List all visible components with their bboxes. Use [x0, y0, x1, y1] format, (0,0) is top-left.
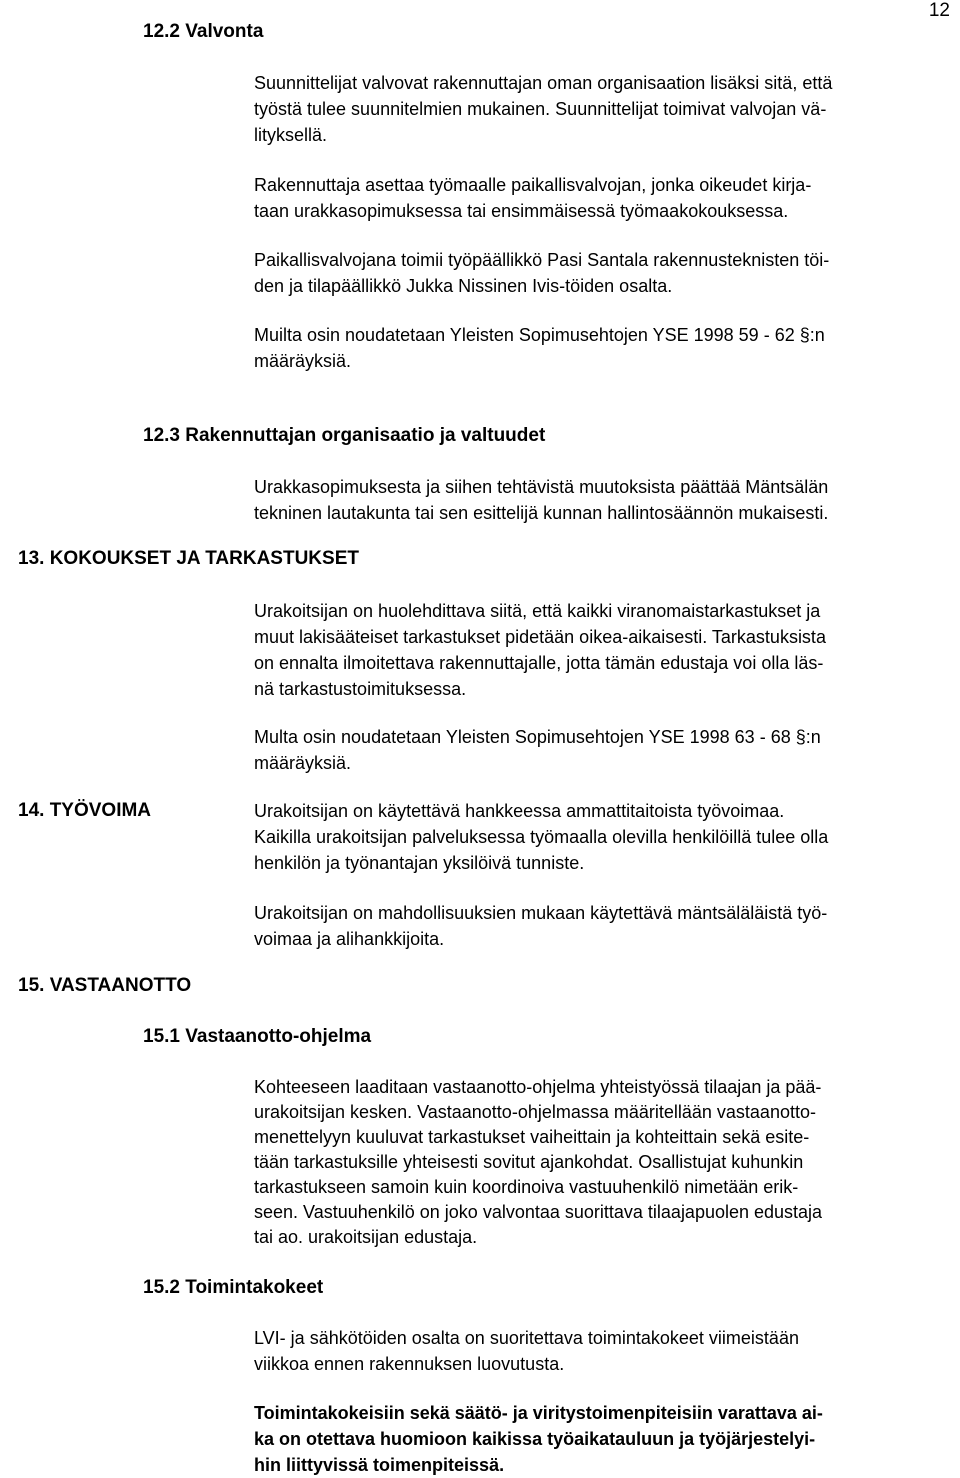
- paragraph-tarkastukset-2: [254, 724, 821, 776]
- heading-15-1: 15.1 Vastaanotto-ohjelma: [143, 1026, 372, 1047]
- heading-14: 14. TYÖVOIMA: [18, 800, 152, 821]
- text-line: Paikallisvalvojana toimii työpäällikkö Pasi Santala rakennusteknisten töi-: [254, 250, 830, 270]
- paragraph-tyovoima-2: [254, 900, 827, 952]
- text-line: Kaikilla urakoitsijan palveluksessa työmaalla olevilla henkilöillä tulee olla: [254, 827, 829, 847]
- text-line: tai ao. urakoitsijan edustaja.: [254, 1227, 478, 1247]
- paragraph-valvonta-2: [254, 172, 811, 224]
- text-line: urakoitsijan kesken. Vastaanotto-ohjelmassa määritellään vastaanotto-: [254, 1102, 816, 1122]
- text-line: viikkoa ennen rakennuksen luovutusta.: [254, 1354, 565, 1374]
- text-line: henkilön ja työnantajan yksilöivä tunniste.: [254, 853, 585, 873]
- heading-13: 13. KOKOUKSET JA TARKASTUKSET: [18, 548, 359, 569]
- text-line: muut lakisääteiset tarkastukset pidetään oikea-aikaisesti. Tarkastuksista: [254, 627, 826, 647]
- text-line: Urakoitsijan on huolehdittava siitä, että kaikki viranomaistarkastukset ja: [254, 601, 821, 621]
- text-line: on ennalta ilmoitettava rakennuttajalle, jotta tämän edustaja voi olla läs-: [254, 653, 824, 673]
- text-line: den ja tilapäällikkö Jukka Nissinen Ivis-töiden osalta.: [254, 276, 673, 296]
- text-line: ka on otettava huomioon kaikissa työaikatauluun ja työjärjestelyi-: [254, 1429, 816, 1449]
- heading-12-2: 12.2 Valvonta: [143, 21, 264, 42]
- text-line: Toimintakokeisiin sekä säätö- ja viritystoimenpiteisiin varattava ai-: [254, 1403, 823, 1423]
- text-line: LVI- ja sähkötöiden osalta on suoritettava toimintakokeet viimeistään: [254, 1328, 799, 1348]
- paragraph-valvonta-1: [254, 70, 832, 148]
- text-line: menettelyyn kuuluvat tarkastukset vaiheittain ja kohteittain sekä esite-: [254, 1127, 810, 1147]
- text-line: tekninen lautakunta tai sen esittelijä kunnan hallintosäännön mukaisesti.: [254, 503, 829, 523]
- text-line: Suunnittelijat valvovat rakennuttajan oman organisaation lisäksi sitä, että: [254, 73, 833, 93]
- paragraph-toimintakokeet-1: [254, 1325, 799, 1377]
- text-line: Muilta osin noudatetaan Yleisten Sopimusehtojen YSE 1998 59 - 62 §:n: [254, 325, 825, 345]
- text-line: tään tarkastuksille yhteisesti sovitut ajankohdat. Osallistujat kuhunkin: [254, 1152, 804, 1172]
- paragraph-toimintakokeet-2: [254, 1400, 823, 1478]
- text-line: tarkastukseen samoin kuin koordinoiva vastuuhenkilö nimetään erik-: [254, 1177, 799, 1197]
- text-line: Multa osin noudatetaan Yleisten Sopimusehtojen YSE 1998 63 - 68 §:n: [254, 727, 821, 747]
- text-line: Kohteeseen laaditaan vastaanotto-ohjelma yhteistyössä tilaajan ja pää-: [254, 1077, 822, 1097]
- text-line: voimaa ja alihankkijoita.: [254, 929, 445, 949]
- paragraph-tyovoima-1: [254, 798, 828, 876]
- heading-12-3: 12.3 Rakennuttajan organisaatio ja valtuudet: [143, 425, 546, 446]
- text-line: Urakoitsijan on käytettävä hankkeessa ammattitaitoista työvoimaa.: [254, 801, 785, 821]
- paragraph-valvonta-3: [254, 247, 829, 299]
- text-line: hin liittyvissä toimenpiteissä.: [254, 1455, 505, 1475]
- text-line: Rakennuttaja asettaa työmaalle paikallisvalvojan, jonka oikeudet kirja-: [254, 175, 812, 195]
- heading-15-2: 15.2 Toimintakokeet: [143, 1277, 324, 1298]
- text-line: työstä tulee suunnitelmien mukainen. Suunnittelijat toimivat valvojan vä-: [254, 99, 827, 119]
- text-line: nä tarkastustoimituksessa.: [254, 679, 467, 699]
- text-line: seen. Vastuuhenkilö on joko valvontaa suorittava tilaajapuolen edustaja: [254, 1202, 823, 1222]
- paragraph-valvonta-4: [254, 322, 825, 374]
- text-line: määräyksiä.: [254, 753, 352, 773]
- text-line: määräyksiä.: [254, 351, 352, 371]
- text-line: lityksellä.: [254, 125, 328, 145]
- page-number: 12: [928, 0, 950, 21]
- paragraph-vastaanotto-ohjelma: [254, 1075, 822, 1250]
- text-line: taan urakkasopimuksessa tai ensimmäisessä työmaakokouksessa.: [254, 201, 789, 221]
- text-line: Urakkasopimuksesta ja siihen tehtävistä muutoksista päättää Mäntsälän: [254, 477, 829, 497]
- text-line: Urakoitsijan on mahdollisuuksien mukaan käytettävä mäntsäläläistä työ-: [254, 903, 828, 923]
- paragraph-organisaatio: [254, 474, 828, 526]
- paragraph-tarkastukset-1: [254, 598, 826, 702]
- heading-15: 15. VASTAANOTTO: [18, 975, 192, 996]
